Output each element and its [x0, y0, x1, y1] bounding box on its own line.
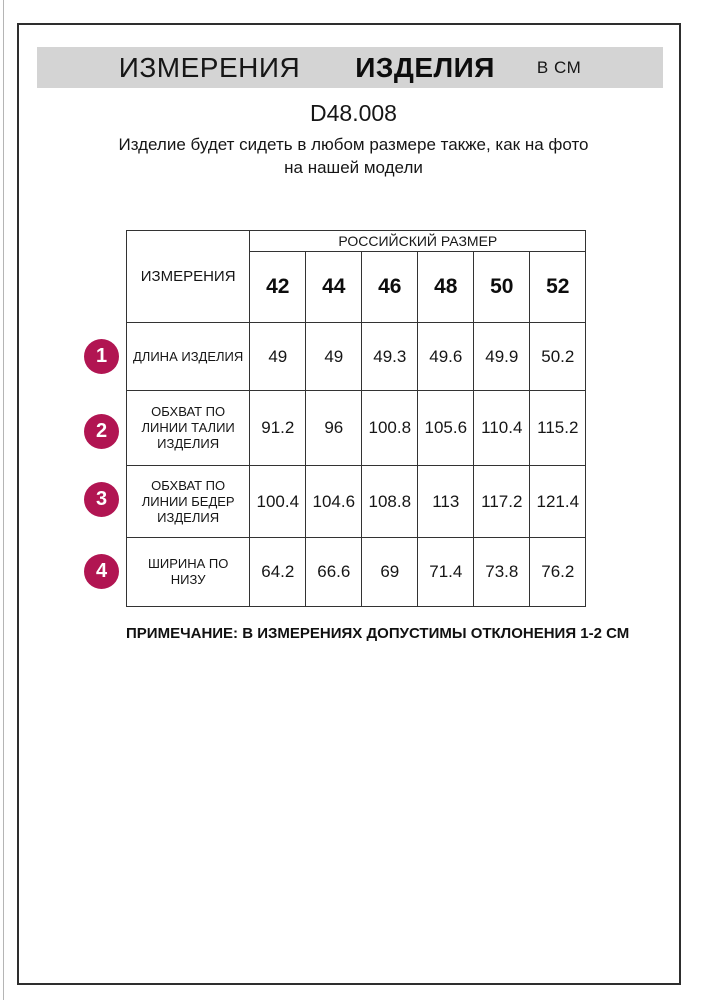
cell-hips-52: 121.4	[530, 466, 586, 538]
row-label-bottom-width: ШИРИНА ПО НИЗУ	[127, 538, 250, 607]
cell-length-46: 49.3	[362, 323, 418, 391]
tolerance-note: ПРИМЕЧАНИЕ: В ИЗМЕРЕНИЯХ ДОПУСТИМЫ ОТКЛОНЕНИЯ 1-2 СМ	[126, 625, 630, 642]
page-title-measurements: ИЗМЕРЕНИЯ	[118, 51, 301, 83]
cell-hips-42: 100.4	[250, 466, 306, 538]
cell-waist-42: 91.2	[250, 391, 306, 466]
size-header-50: 50	[474, 252, 530, 323]
size-table	[126, 230, 586, 607]
row-number-badge-2: 2	[84, 414, 119, 449]
cell-hips-50: 117.2	[474, 466, 530, 538]
page-title-product: ИЗДЕЛИЯ	[355, 51, 495, 83]
cell-bottom-48: 71.4	[418, 538, 474, 607]
cell-length-42: 49	[250, 323, 306, 391]
table-row-length	[127, 323, 586, 391]
row-label-length: ДЛИНА ИЗДЕЛИЯ	[127, 323, 250, 391]
page-title-unit: В СМ	[536, 57, 582, 77]
product-code: D48.008	[310, 100, 397, 126]
cell-length-48: 49.6	[418, 323, 474, 391]
table-header-row-span	[127, 231, 586, 252]
size-header-52: 52	[530, 252, 586, 323]
size-header-44: 44	[306, 252, 362, 323]
table-row-hips	[127, 466, 586, 538]
cell-length-52: 50.2	[530, 323, 586, 391]
row-label-hips: ОБХВАТ ПО ЛИНИИ БЕДЕР ИЗДЕЛИЯ	[127, 466, 250, 538]
cell-hips-44: 104.6	[306, 466, 362, 538]
cell-waist-50: 110.4	[474, 391, 530, 466]
cell-waist-44: 96	[306, 391, 362, 466]
fit-description-line2: на нашей модели	[284, 158, 423, 177]
cell-waist-46: 100.8	[362, 391, 418, 466]
cell-bottom-50: 73.8	[474, 538, 530, 607]
table-row-bottom-width	[127, 538, 586, 607]
cell-hips-48: 113	[418, 466, 474, 538]
row-number-badge-1: 1	[84, 339, 119, 374]
cell-bottom-46: 69	[362, 538, 418, 607]
title-bar	[37, 47, 663, 88]
size-header-48: 48	[418, 252, 474, 323]
cell-length-50: 49.9	[474, 323, 530, 391]
cell-hips-46: 108.8	[362, 466, 418, 538]
corner-header-cell: ИЗМЕРЕНИЯ	[127, 231, 250, 323]
russian-size-header: РОССИЙСКИЙ РАЗМЕР	[250, 231, 586, 252]
fit-description-line1: Изделие будет сидеть в любом размере также, как на фото	[118, 135, 589, 154]
row-number-badge-4: 4	[84, 554, 119, 589]
fit-description	[0, 133, 707, 179]
size-header-42: 42	[250, 252, 306, 323]
cell-waist-48: 105.6	[418, 391, 474, 466]
cell-waist-52: 115.2	[530, 391, 586, 466]
cell-bottom-42: 64.2	[250, 538, 306, 607]
row-number-badge-3: 3	[84, 482, 119, 517]
table-row-waist	[127, 391, 586, 466]
size-header-46: 46	[362, 252, 418, 323]
cell-bottom-44: 66.6	[306, 538, 362, 607]
cell-length-44: 49	[306, 323, 362, 391]
row-label-waist: ОБХВАТ ПО ЛИНИИ ТАЛИИ ИЗДЕЛИЯ	[127, 391, 250, 466]
cell-bottom-52: 76.2	[530, 538, 586, 607]
